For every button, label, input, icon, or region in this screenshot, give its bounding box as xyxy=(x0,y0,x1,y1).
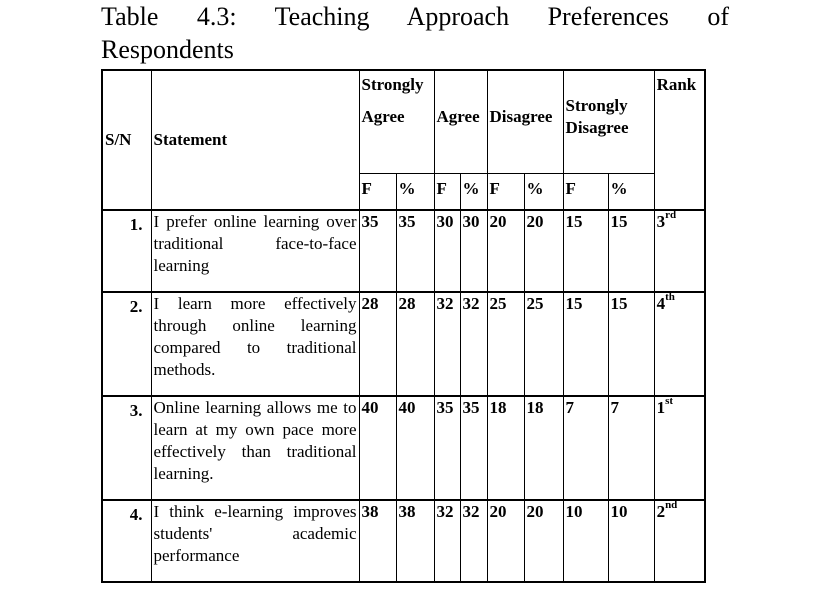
table-row xyxy=(102,396,705,500)
header-row xyxy=(102,70,705,173)
a-frequency: 30 xyxy=(434,210,460,292)
header-strongly-agree xyxy=(359,70,434,173)
a-percent: 30 xyxy=(460,210,487,292)
d-percent: 25 xyxy=(524,292,563,396)
preferences-table xyxy=(101,69,706,583)
a-frequency: 32 xyxy=(434,500,460,582)
row-statement: Online learning allows me to learn at my own pace more effectively than traditional learning. xyxy=(151,396,359,500)
sa-frequency: 28 xyxy=(359,292,396,396)
rank-cell xyxy=(654,210,705,292)
table-caption xyxy=(101,0,729,66)
rank-value: 2 xyxy=(656,502,666,521)
table-row xyxy=(102,500,705,582)
row-number: 2. xyxy=(102,292,151,396)
header-disagree: Disagree xyxy=(487,70,563,173)
sd-frequency: 15 xyxy=(563,210,608,292)
sa-frequency: 40 xyxy=(359,396,396,500)
row-number: 3. xyxy=(102,396,151,500)
rank-suffix: nd xyxy=(665,499,678,512)
a-percent: 32 xyxy=(460,500,487,582)
sa-frequency: 35 xyxy=(359,210,396,292)
header-a-f: F xyxy=(434,173,460,210)
header-sd-f: F xyxy=(563,173,608,210)
d-frequency: 25 xyxy=(487,292,524,396)
sd-percent: 7 xyxy=(608,396,654,500)
a-frequency: 35 xyxy=(434,396,460,500)
d-percent: 20 xyxy=(524,210,563,292)
a-frequency: 32 xyxy=(434,292,460,396)
sd-frequency: 15 xyxy=(563,292,608,396)
sd-frequency: 7 xyxy=(563,396,608,500)
table-row xyxy=(102,292,705,396)
row-number: 4. xyxy=(102,500,151,582)
rank-value: 3 xyxy=(656,212,666,231)
d-percent: 20 xyxy=(524,500,563,582)
d-frequency: 20 xyxy=(487,500,524,582)
sd-percent: 10 xyxy=(608,500,654,582)
d-frequency: 20 xyxy=(487,210,524,292)
a-percent: 32 xyxy=(460,292,487,396)
sa-percent: 28 xyxy=(396,292,434,396)
caption-line-2: Respondents xyxy=(101,35,234,64)
a-percent: 35 xyxy=(460,396,487,500)
header-sa-f: F xyxy=(359,173,396,210)
header-sd-pct: % xyxy=(608,173,654,210)
sa-frequency: 38 xyxy=(359,500,396,582)
header-statement: Statement xyxy=(151,70,359,210)
d-frequency: 18 xyxy=(487,396,524,500)
header-strongly-agree-line1: Strongly xyxy=(361,75,424,94)
header-agree: Agree xyxy=(434,70,487,173)
row-number: 1. xyxy=(102,210,151,292)
header-d-pct: % xyxy=(524,173,563,210)
row-statement: I think e-learning improves students' academic performance xyxy=(151,500,359,582)
rank-suffix: st xyxy=(665,395,674,408)
d-percent: 18 xyxy=(524,396,563,500)
rank-value: 1 xyxy=(656,398,666,417)
sa-percent: 35 xyxy=(396,210,434,292)
header-strongly-agree-line2: Agree xyxy=(361,107,405,126)
sd-frequency: 10 xyxy=(563,500,608,582)
row-statement: I prefer online learning over traditional face-to-face learning xyxy=(151,210,359,292)
rank-suffix: rd xyxy=(665,209,677,222)
row-statement: I learn more effectively through online learning compared to traditional methods. xyxy=(151,292,359,396)
header-d-f: F xyxy=(487,173,524,210)
sd-percent: 15 xyxy=(608,292,654,396)
header-a-pct: % xyxy=(460,173,487,210)
sa-percent: 40 xyxy=(396,396,434,500)
rank-cell xyxy=(654,292,705,396)
sd-percent: 15 xyxy=(608,210,654,292)
caption-line-1: Table 4.3: Teaching Approach Preferences of xyxy=(101,2,729,31)
rank-value: 4 xyxy=(656,294,666,313)
header-sa-pct: % xyxy=(396,173,434,210)
header-strongly-disagree: Strongly Disagree xyxy=(563,70,654,173)
rank-cell xyxy=(654,396,705,500)
table-row xyxy=(102,210,705,292)
header-rank: Rank xyxy=(654,70,705,210)
sa-percent: 38 xyxy=(396,500,434,582)
header-sn: S/N xyxy=(102,70,151,210)
rank-suffix: th xyxy=(665,291,675,304)
rank-cell xyxy=(654,500,705,582)
